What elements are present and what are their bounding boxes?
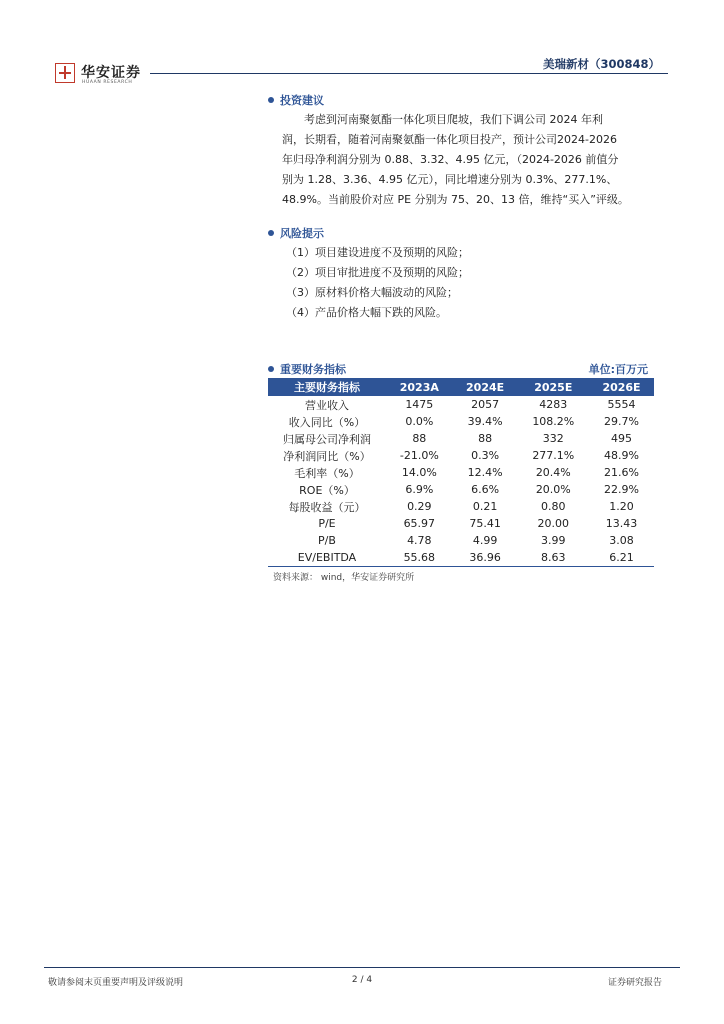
- risk-item: （1）项目建设进度不及预期的风险；: [286, 246, 469, 259]
- table-row: [268, 413, 654, 430]
- table-row: [268, 515, 654, 532]
- metric-name-cell: 收入同比（%）: [288, 415, 366, 429]
- bullet-icon: [268, 97, 274, 103]
- logo-icon: [55, 63, 75, 83]
- footer-disclaimer: 敬请参阅末页重要声明及评级说明: [48, 978, 184, 988]
- metric-value-cell: 3.99: [541, 534, 566, 547]
- metric-value-cell: 0.80: [541, 500, 566, 513]
- metric-value-cell: 88: [412, 432, 427, 445]
- table-header-cell: 2023A: [386, 378, 453, 396]
- metric-value-cell: 6.9%: [405, 483, 434, 496]
- investment-section-title: [268, 92, 324, 108]
- header-divider: [150, 73, 668, 74]
- investment-title-text: 投资建议: [280, 94, 324, 107]
- metric-value-cell: 0.21: [472, 500, 498, 513]
- investment-line: 48.9%。当前股价对应 PE 分别为 75、20、13 倍，维持“买入”评级。: [282, 193, 629, 206]
- metric-value-cell: 4283: [539, 398, 568, 411]
- metric-value-cell: 5554: [607, 398, 636, 411]
- metric-value-cell: 0.29: [407, 500, 432, 513]
- metric-value-cell: -21.0%: [399, 449, 439, 462]
- table-header-cell: 2025E: [518, 378, 589, 396]
- metric-value-cell: 20.00: [537, 517, 570, 530]
- logo-subtext: HUAAN RESEARCH: [82, 80, 133, 85]
- table-row: [268, 447, 654, 464]
- table-row: [268, 464, 654, 481]
- metric-value-cell: 3.08: [609, 534, 634, 547]
- metric-name-cell: 毛利率（%）: [294, 466, 360, 480]
- investment-line: 润，长期看，随着河南聚氨酯一体化项目投产，预计公司2024-2026: [282, 133, 617, 146]
- metric-value-cell: 75.41: [469, 517, 501, 530]
- metric-name-cell: EV/EBITDA: [268, 549, 386, 567]
- metric-value-cell: 20.4%: [535, 466, 571, 479]
- risk-item: （4）产品价格大幅下跌的风险。: [286, 306, 447, 319]
- financials-title-text: 重要财务指标: [280, 363, 346, 376]
- metric-value-cell: 8.63: [518, 549, 589, 567]
- metric-value-cell: 36.96: [453, 549, 518, 567]
- metric-name-cell: ROE（%）: [299, 483, 355, 497]
- metric-value-cell: 0.3%: [471, 449, 500, 462]
- metric-value-cell: 21.6%: [604, 466, 639, 479]
- table-header-cell: 主要财务指标: [268, 378, 386, 396]
- metric-value-cell: 20.0%: [535, 483, 571, 496]
- metric-name-cell: 每股收益（元）: [288, 500, 366, 514]
- metric-value-cell: 48.9%: [604, 449, 639, 462]
- investment-line: 考虑到河南聚氨酯一体化项目爬坡，我们下调公司 2024 年利: [304, 113, 603, 126]
- table-row: [268, 481, 654, 498]
- metric-value-cell: 12.4%: [467, 466, 503, 479]
- risk-section-title: [268, 225, 324, 241]
- risk-title-text: 风险提示: [280, 227, 324, 240]
- table-header-cell: 2026E: [589, 378, 654, 396]
- metric-value-cell: 332: [542, 432, 564, 445]
- metric-value-cell: 88: [478, 432, 493, 445]
- investment-paragraph: [282, 110, 656, 210]
- page-number: 2 / 4: [351, 975, 373, 985]
- footer-doc-type: 证券研究报告: [607, 978, 662, 988]
- metric-value-cell: 22.9%: [604, 483, 639, 496]
- metric-value-cell: 108.2%: [532, 415, 575, 428]
- metric-value-cell: 0.0%: [405, 415, 434, 428]
- financials-section-title: [268, 361, 346, 377]
- unit-label: 单位:百万元: [588, 363, 648, 376]
- metric-value-cell: 495: [611, 432, 632, 445]
- footer-divider: [44, 967, 680, 968]
- metric-value-cell: 2057: [471, 398, 500, 411]
- metric-value-cell: 4.78: [407, 534, 432, 547]
- metric-name-cell: 净利润同比（%）: [283, 449, 371, 463]
- metric-value-cell: 277.1%: [532, 449, 575, 462]
- metric-value-cell: 39.4%: [467, 415, 503, 428]
- metric-name-cell: P/E: [318, 517, 336, 530]
- metric-value-cell: 6.21: [589, 549, 654, 567]
- metric-name-cell: 营业收入: [305, 398, 349, 412]
- risk-list: [286, 243, 469, 323]
- header-company: 美瑞新材（300848）: [542, 57, 660, 71]
- financials-table: [268, 378, 654, 567]
- metric-name-cell: 归属母公司净利润: [283, 432, 371, 446]
- table-row: [268, 430, 654, 447]
- table-row: [268, 396, 654, 413]
- risk-item: （2）项目审批进度不及预期的风险；: [286, 266, 469, 279]
- table-row: [268, 549, 654, 567]
- source-note: 资料来源： wind，华安证券研究所: [273, 573, 415, 583]
- table-row: [268, 498, 654, 515]
- metric-value-cell: 6.6%: [471, 483, 500, 496]
- metric-name-cell: P/B: [318, 534, 336, 547]
- investment-line: 年归母净利润分别为 0.88、3.32、4.95 亿元，（2024-2026 前值分: [282, 153, 619, 166]
- table-header-cell: 2024E: [453, 378, 518, 396]
- metric-value-cell: 55.68: [386, 549, 453, 567]
- metric-value-cell: 14.0%: [401, 466, 437, 479]
- bullet-icon: [268, 366, 274, 372]
- table-header-row: [268, 378, 654, 396]
- metric-value-cell: 4.99: [472, 534, 498, 547]
- metric-value-cell: 65.97: [403, 517, 436, 530]
- table-row: [268, 532, 654, 549]
- metric-value-cell: 13.43: [605, 517, 638, 530]
- metric-value-cell: 1475: [405, 398, 434, 411]
- logo-text: 华安证券: [81, 65, 141, 81]
- investment-line: 别为 1.28、3.36、4.95 亿元），同比增速分别为 0.3%、277.1%、: [282, 173, 618, 186]
- metric-value-cell: 29.7%: [604, 415, 639, 428]
- risk-item: （3）原材料价格大幅波动的风险；: [286, 286, 458, 299]
- bullet-icon: [268, 230, 274, 236]
- metric-value-cell: 1.20: [609, 500, 634, 513]
